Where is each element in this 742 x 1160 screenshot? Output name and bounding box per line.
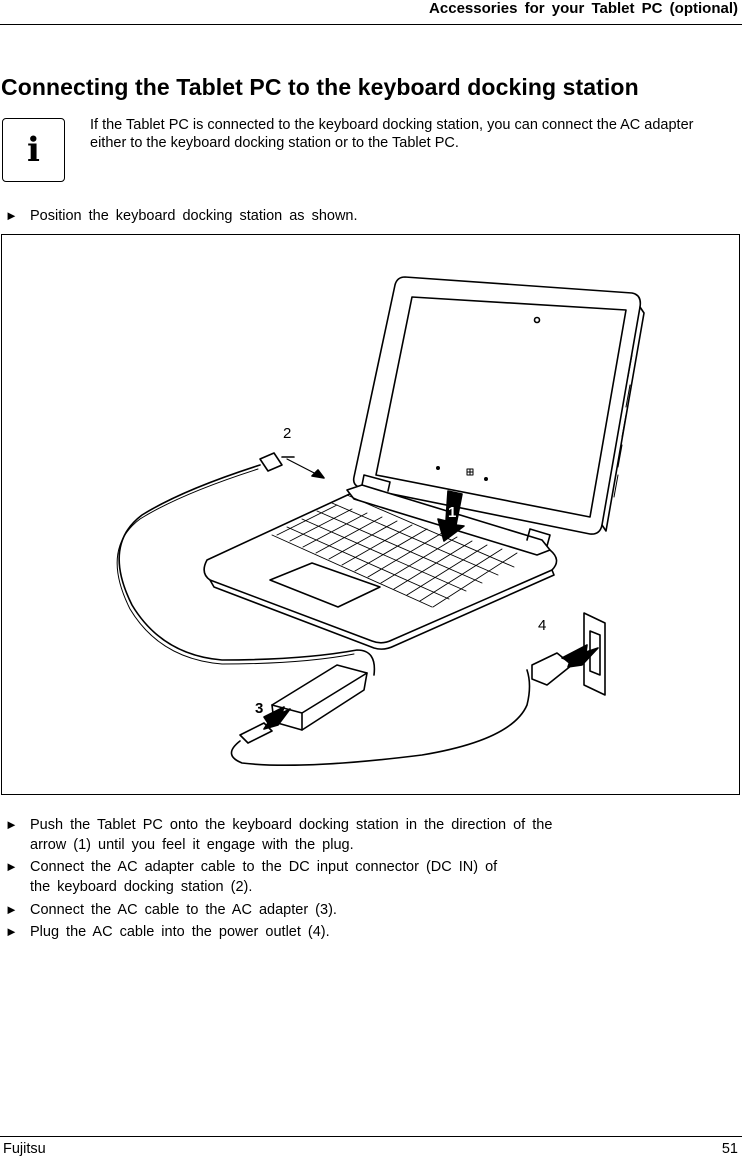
callout-label-1: 1 [448,504,457,521]
info-note-text: If the Tablet PC is connected to the keyboard docking station, you can connect the AC adapter either to the keyboard docking station or to the Tablet PC. [90,117,694,151]
info-box [2,118,65,182]
step-text-cont: the keyboard docking station (2). [30,879,253,895]
bullet-arrow-icon: ► [5,902,18,917]
step-push-tablet [5,815,552,855]
docking-illustration [1,234,740,795]
footer-divider [0,1136,742,1137]
bullet-arrow-icon: ► [5,859,18,874]
bullet-arrow-icon: ► [5,924,18,939]
step-text: Plug the AC cable into the power outlet (4). [30,924,330,940]
step-plug-outlet [5,922,330,942]
info-icon: i [27,130,40,170]
bullet-arrow-icon: ► [5,208,18,223]
step-text: Push the Tablet PC onto the keyboard docking station in the direction of the [30,817,553,833]
section-title: Connecting the Tablet PC to the keyboard docking station [1,74,639,100]
callout-label-2: 2 [283,425,292,442]
dc-plug [260,453,282,471]
step-text: Connect the AC adapter cable to the DC input connector (DC IN) of [30,859,498,875]
step-connect-dc [5,857,497,897]
footer-brand: Fujitsu [3,1141,46,1157]
page-number: 51 [721,1141,738,1157]
ac-adapter [272,665,367,730]
step-text-cont: arrow (1) until you feel it engage with the plug. [30,837,354,853]
illustration-svg [2,235,741,796]
step-position-docking [5,206,358,226]
step-connect-ac [5,900,337,920]
step-text: Connect the AC cable to the AC adapter (3). [30,902,337,918]
callout-label-4: 4 [538,617,547,634]
page-header-title: Accessories for your Tablet PC (optional) [429,0,738,17]
header-divider [0,24,742,25]
step-text: Position the keyboard docking station as shown. [30,208,358,224]
bullet-arrow-icon: ► [5,817,18,832]
callout-label-3: 3 [255,700,264,717]
